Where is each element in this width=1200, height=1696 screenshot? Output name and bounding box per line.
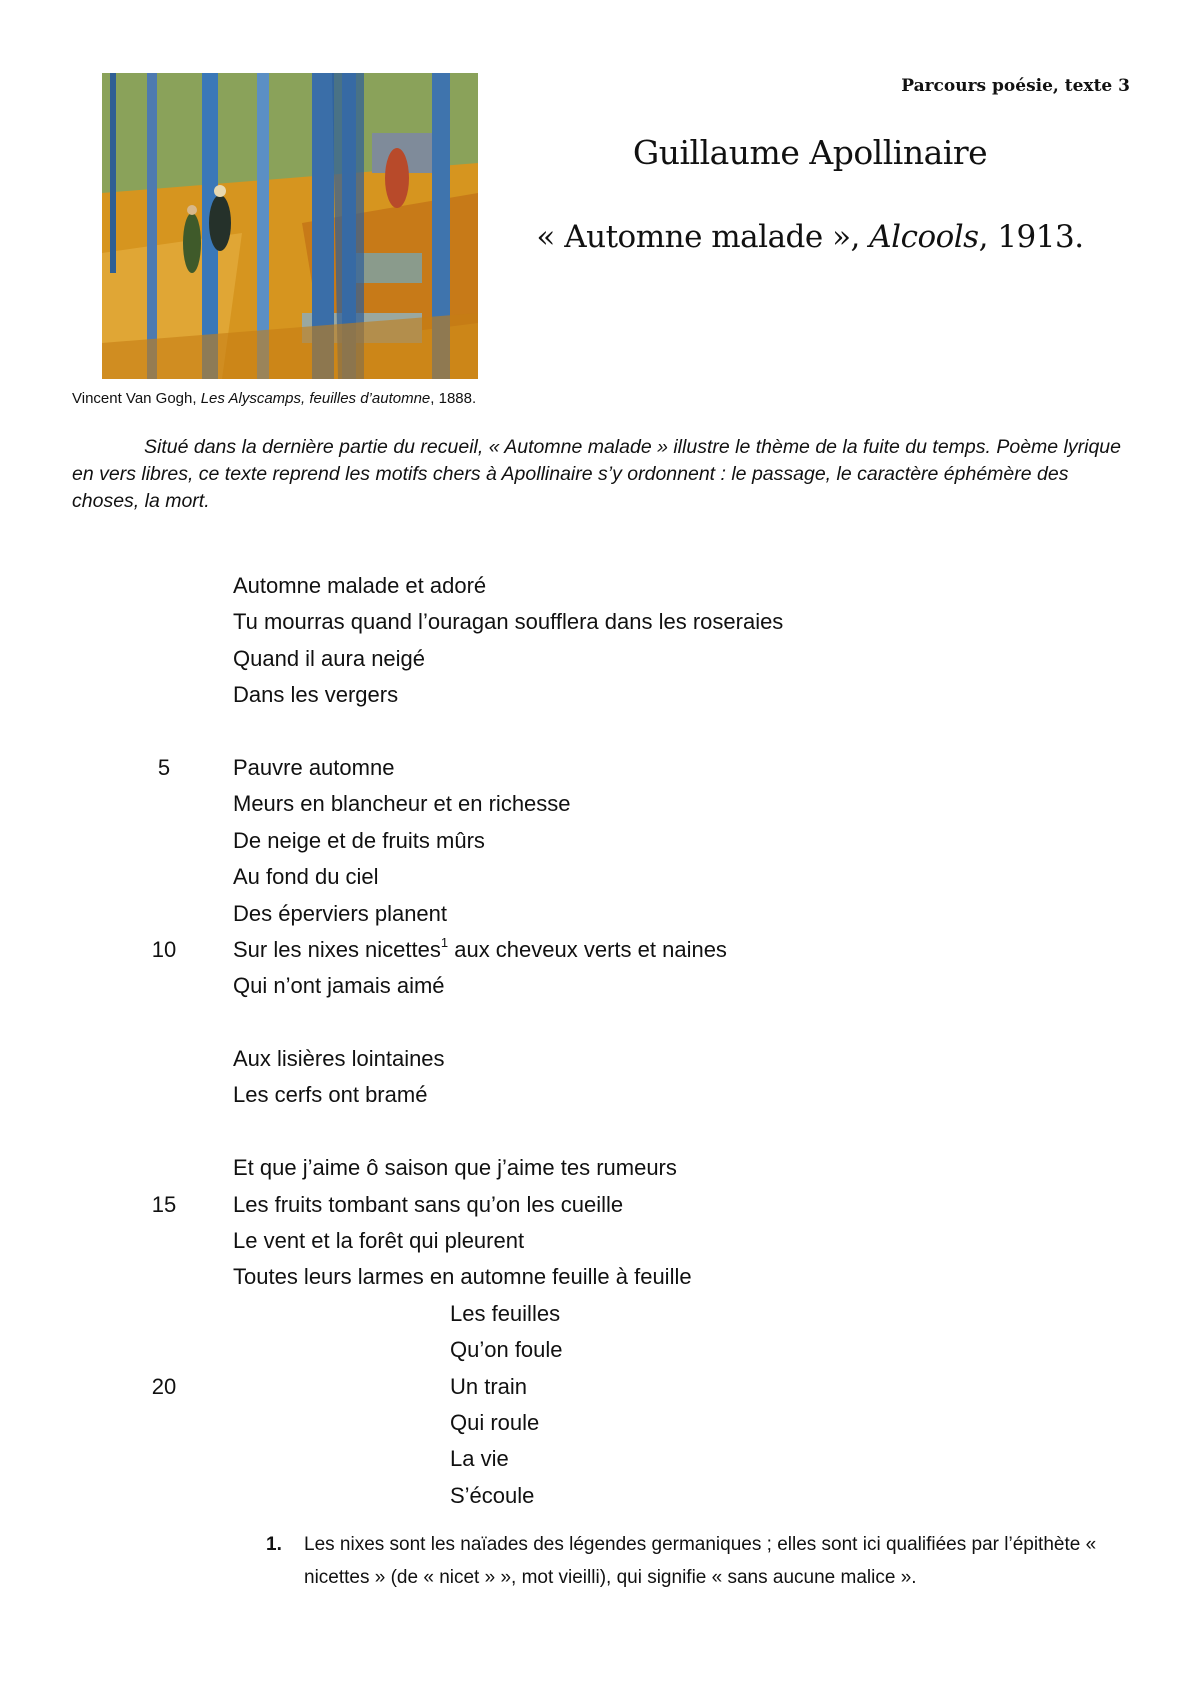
verse-text: Aux lisières lointaines	[233, 1046, 445, 1072]
line-text	[233, 641, 425, 677]
poem-line	[0, 677, 1200, 713]
work-title	[480, 219, 1140, 255]
footnote-number: 1.	[266, 1534, 282, 1555]
line-text	[233, 750, 394, 786]
verse-text: Le vent et la forêt qui pleurent	[233, 1228, 525, 1254]
line-text	[233, 1259, 692, 1295]
verse-text: Des éperviers planent	[233, 900, 448, 926]
line-text	[233, 1150, 677, 1186]
line-text	[233, 859, 379, 895]
intro-text: Situé dans la dernière partie du recueil, « Automne malade » illustre le thème de la fuite du temps. Poème lyrique en vers libres, ce texte reprend les motifs chers à Apollinaire s’y ordonnent : le passage, le caractère éphémère des choses, la mort.	[72, 436, 1121, 512]
line-text	[233, 1223, 524, 1259]
line-text	[450, 1441, 509, 1477]
van-gogh-painting	[102, 73, 478, 379]
line-text	[450, 1332, 563, 1368]
poem-line	[0, 1478, 1200, 1514]
footnote	[266, 1528, 1106, 1594]
poem-line	[0, 714, 1200, 750]
poem-line	[0, 896, 1200, 932]
line-text	[450, 1296, 560, 1332]
poem-line	[0, 1187, 1200, 1223]
line-text	[233, 823, 485, 859]
poem-line	[0, 1332, 1200, 1368]
verse-text: S’écoule	[450, 1482, 535, 1508]
footnote-text: Les nixes sont les naïades des légendes germaniques ; elles sont ici qualifiées par l’épithète « nicettes » (de « nicet » », mot vieilli), qui signifie « sans aucune malice ».	[304, 1534, 1097, 1588]
verse-text: Au fond du ciel	[233, 864, 379, 890]
poem-line	[0, 604, 1200, 640]
work-title-prefix: « Automne malade »,	[536, 219, 870, 255]
verse-text: Et que j’aime ô saison que j’aime tes rumeurs	[233, 1155, 677, 1181]
caption-title: Les Alyscamps, feuilles d’automne	[200, 390, 431, 407]
poem-line	[0, 859, 1200, 895]
line-text	[233, 896, 447, 932]
line-number: 10	[151, 936, 177, 962]
poem-line	[0, 1441, 1200, 1477]
verse-text: Sur les nixes nicettes	[233, 936, 441, 962]
poem-line	[0, 1259, 1200, 1295]
poem-line	[0, 786, 1200, 822]
verse-text: Les fruits tombant sans qu’on les cueille	[233, 1191, 624, 1217]
line-text	[233, 1187, 623, 1223]
verse-text: Quand il aura neigé	[233, 645, 426, 671]
poem-line	[0, 1150, 1200, 1186]
poem-line	[0, 1114, 1200, 1150]
verse-text: Les cerfs ont bramé	[233, 1082, 428, 1108]
poem-line	[0, 750, 1200, 786]
painting-image	[102, 73, 478, 379]
line-text	[233, 968, 445, 1004]
line-text	[233, 568, 486, 604]
poem-line	[0, 568, 1200, 604]
work-collection: Alcools	[869, 219, 979, 255]
line-text	[233, 1041, 445, 1077]
poem-line	[0, 968, 1200, 1004]
caption-author: Vincent Van Gogh,	[72, 390, 201, 407]
line-number: 5	[157, 754, 171, 780]
verse-text: Meurs en blancheur et en richesse	[233, 791, 571, 817]
verse-text: La vie	[450, 1446, 509, 1472]
line-text	[450, 1405, 539, 1441]
work-suffix: , 1913.	[978, 219, 1084, 255]
verse-text: Un train	[450, 1373, 528, 1399]
line-text	[450, 1478, 534, 1514]
line-number: 20	[151, 1373, 177, 1399]
author-title: Guillaume Apollinaire	[632, 133, 988, 172]
poem-line	[0, 1005, 1200, 1041]
footnote-ref: 1	[440, 934, 449, 950]
line-text	[233, 1077, 427, 1113]
line-text	[233, 786, 571, 822]
poem-line	[0, 1041, 1200, 1077]
caption-year: , 1888.	[430, 390, 477, 407]
intro-paragraph	[72, 434, 1136, 515]
course-tag: Parcours poésie, texte 3	[901, 76, 1130, 96]
line-text	[233, 604, 783, 640]
poem-line	[0, 641, 1200, 677]
poem-line	[0, 1405, 1200, 1441]
poem-line	[0, 1223, 1200, 1259]
line-number: 15	[151, 1191, 177, 1217]
verse-text: De neige et de fruits mûrs	[233, 827, 485, 853]
poem-line	[0, 1077, 1200, 1113]
verse-text: Automne malade et adoré	[233, 573, 487, 598]
verse-text: Tu mourras quand l’ouragan soufflera dans les roseraies	[233, 609, 784, 635]
verse-text: Pauvre automne	[233, 754, 395, 780]
poem-line	[0, 1369, 1200, 1405]
poem-line	[0, 1296, 1200, 1332]
verse-text: Qu’on foule	[450, 1337, 563, 1363]
verse-text: Les feuilles	[450, 1300, 561, 1326]
verse-text: Qui n’ont jamais aimé	[233, 973, 445, 999]
line-text	[450, 1369, 527, 1405]
verse-text: Dans les vergers	[233, 682, 399, 708]
poem	[0, 568, 1200, 1514]
line-text	[233, 932, 727, 968]
verse-text: Toutes leurs larmes en automne feuille à feuille	[233, 1264, 692, 1290]
poem-line	[0, 823, 1200, 859]
verse-text-continued: aux cheveux verts et naines	[448, 936, 727, 962]
poem-line	[0, 932, 1200, 968]
line-text	[233, 677, 398, 713]
verse-text: Qui roule	[450, 1409, 540, 1435]
painting-caption	[72, 390, 476, 407]
